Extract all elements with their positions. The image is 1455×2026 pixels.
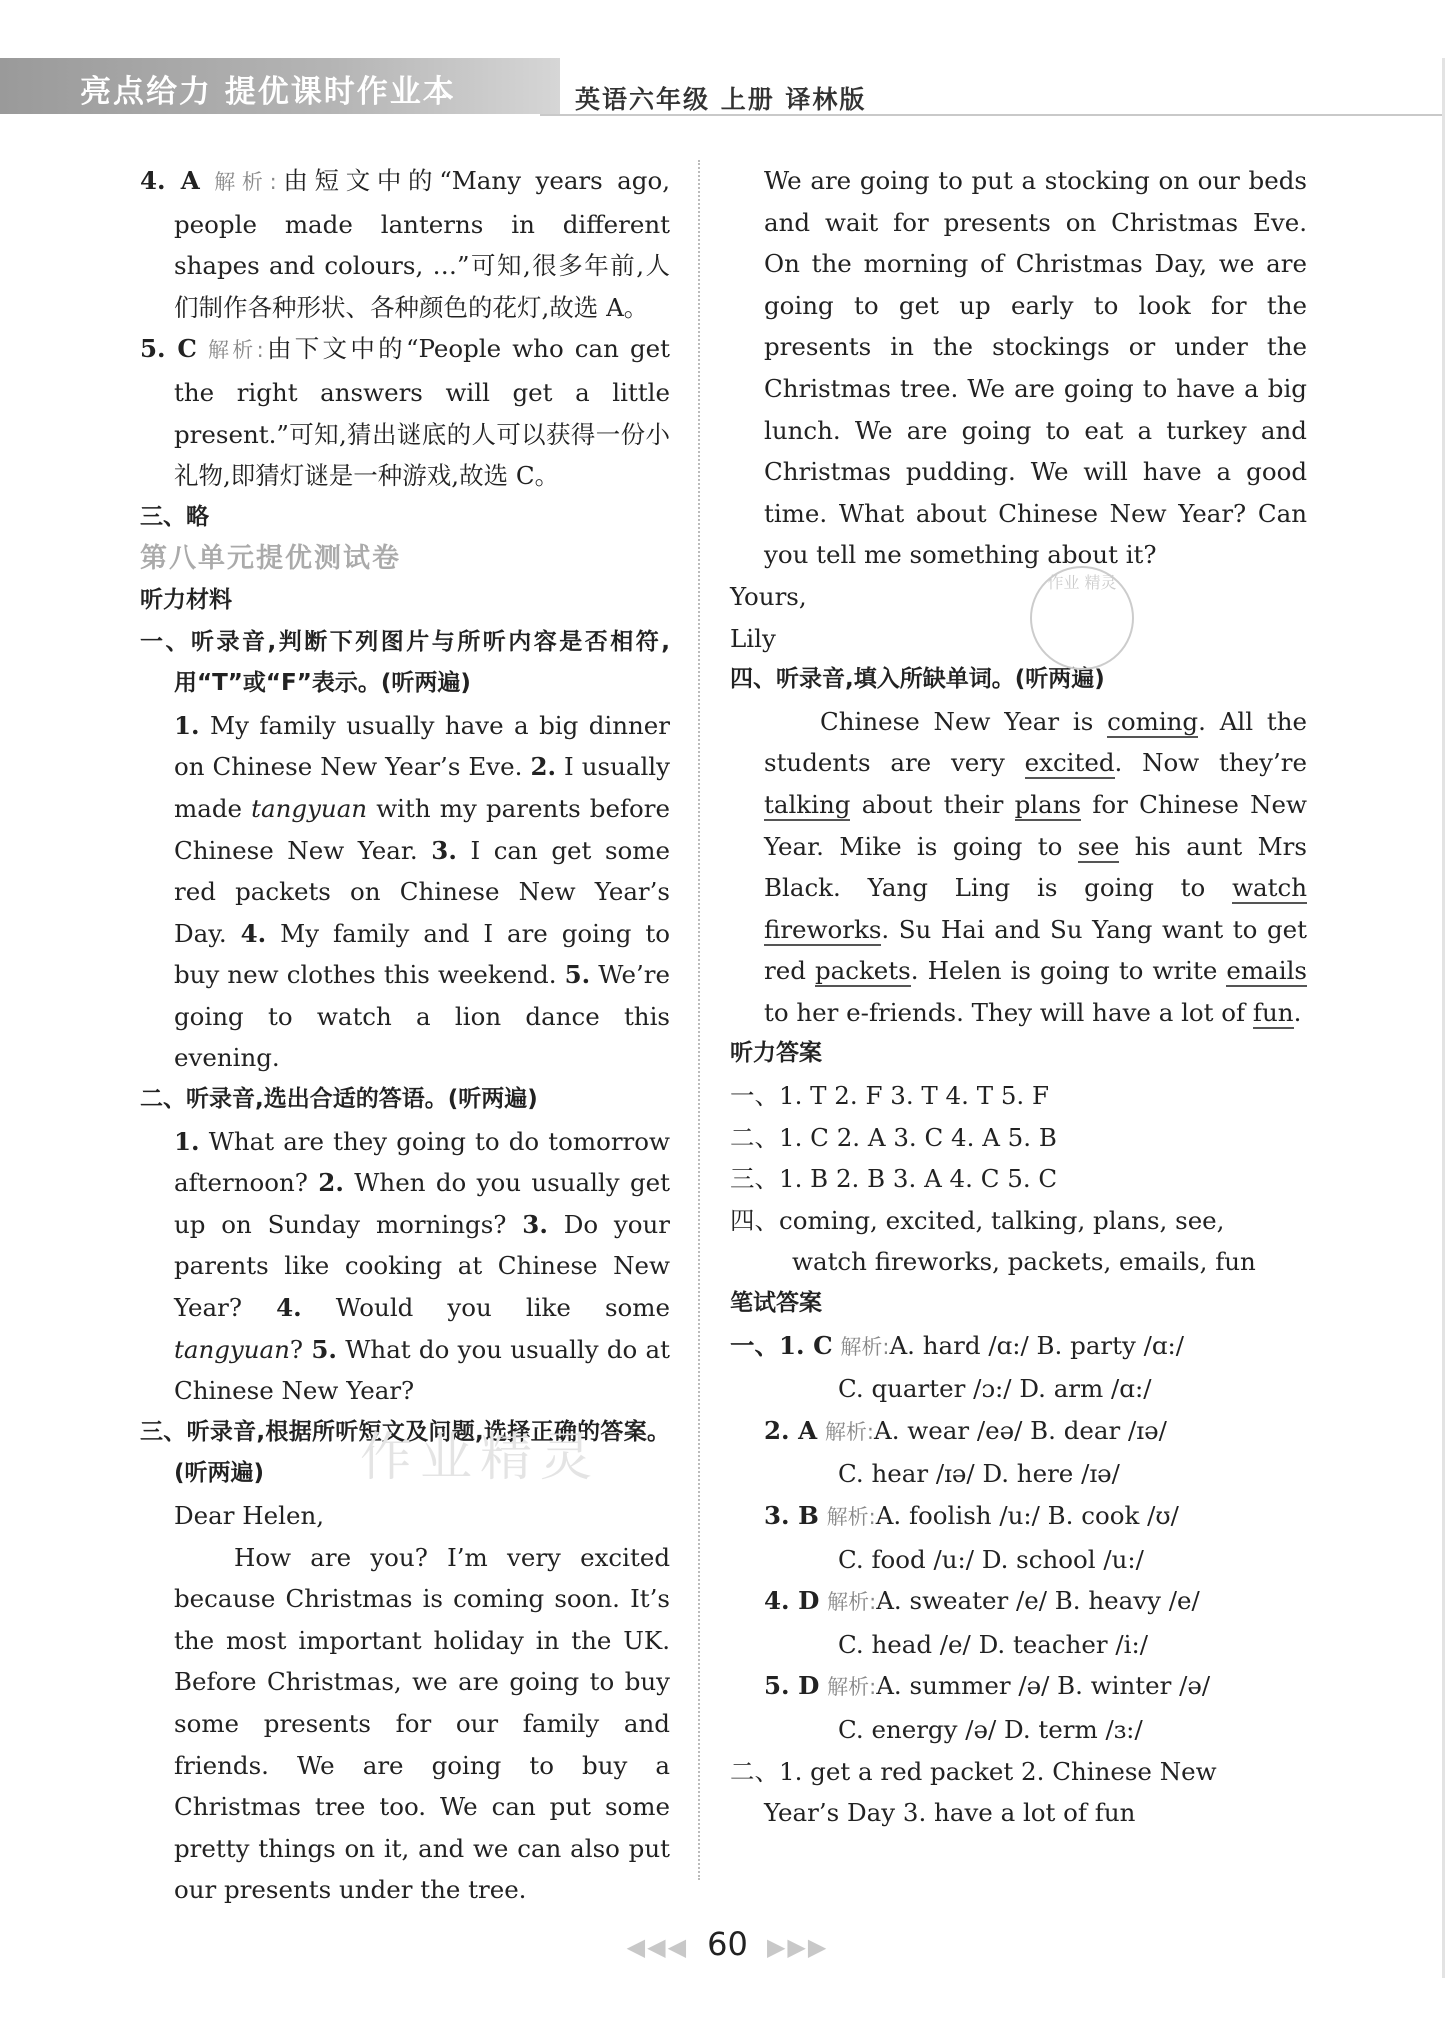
written-answer-2-cont: C. hear /ɪə/ D. here /ɪə/	[838, 1459, 1120, 1489]
prev-arrows-icon: ◀◀◀	[626, 1933, 689, 1961]
next-arrows-icon: ▶▶▶	[766, 1933, 829, 1961]
series-title: 亮点给力 提优课时作业本	[80, 74, 456, 110]
written-answer-3-cont: C. food /u:/ D. school /u:/	[838, 1544, 1144, 1574]
column-divider	[698, 160, 701, 1880]
page-footer	[0, 1925, 1455, 1963]
page-number: 60	[707, 1925, 748, 1963]
left-column	[140, 160, 670, 1911]
watermark-stamp: 作业 精灵	[1030, 566, 1134, 670]
written-answer-4-cont: C. head /e/ D. teacher /i:/	[838, 1629, 1148, 1659]
listening-answers-2: 二、1. C 2. A 3. C 4. A 5. B	[730, 1122, 1057, 1152]
book-title: 英语六年级 上册 译林版	[575, 85, 867, 114]
section-2-script: 1. What are they going to do tomorrow afternoon? 2. When do you usually get up on Sunday mornings? 3. Do your parents like cooking at Chinese New Year? 4. Would you like some tangyuan? 5. What do you usually do at Chinese New Year?	[174, 1126, 671, 1406]
listening-material-heading: 听力材料	[140, 586, 232, 613]
listening-answers-heading: 听力答案	[730, 1040, 822, 1067]
written-answers-heading: 笔试答案	[730, 1290, 822, 1317]
written-answer-5-cont: C. energy /ə/ D. term /ɜ:/	[838, 1714, 1143, 1744]
section-4-title: 四、听录音,填入所缺单词。(听两遍)	[730, 666, 1105, 693]
listening-answers-4a: 四、coming, excited, talking, plans, see,	[730, 1205, 1225, 1235]
listening-answers-3: 三、1. B 2. B 3. A 4. C 5. C	[730, 1164, 1058, 1194]
header-divider	[540, 114, 1445, 116]
letter-greeting: Dear Helen,	[174, 1501, 325, 1530]
page-edge	[1442, 58, 1445, 1978]
fill-in-passage: Chinese New Year is coming. All the students are very excited. Now they’re talking about their plans for Chinese New Year. Mike is going to see his aunt Mrs Black. Yang Ling is going to watch fireworks. Su Hai and Su Yang want to get red packets. Helen is going to write emails to her e-friends. They will have a lot of fun.	[764, 706, 1308, 1027]
letter-closing: Yours,	[730, 581, 807, 611]
written-answer-3: 3. B 解析:A. foolish /u:/ B. cook /ʊ/	[764, 1501, 1179, 1530]
listening-answers-1: 一、1. T 2. F 3. T 4. T 5. F	[730, 1081, 1049, 1111]
letter-paragraph-1: How are you? I’m very excited because Christmas is coming soon. It’s the most important holiday in the UK. Before Christmas, we are going to buy some presents for our family and friends. We are going to buy a Christmas tree too. We can put some pretty things on it, and we can also put our presents under the tree.	[174, 1542, 670, 1905]
letter-signature: Lily	[730, 623, 776, 653]
written-answer-1: 一、1. C 解析:A. hard /ɑ:/ B. party /ɑ:/	[730, 1330, 1185, 1360]
unit-title: 第八单元提优测试卷	[140, 543, 401, 575]
section-1-title: 一、听录音,判断下列图片与所听内容是否相符,用“T”或“F”表示。(听两遍)	[140, 628, 670, 697]
section-1-script: 1. My family usually have a big dinner on Chinese New Year’s Eve. 2. I usually made tangyuan with my parents before Chinese New Year. 3. I can get some red packets on Chinese New Year’s Day. 4. My family and I are going to buy new clothes this weekend. 5. We’re going to watch a lion dance this evening.	[174, 710, 671, 1073]
written-answer-2: 2. A 解析:A. wear /eə/ B. dear /ɪə/	[764, 1415, 1167, 1445]
answer-4: 4. A 解析:由短文中的“Many years ago, people made lanterns in different shapes and colours, …”可知,很多年前,人们制作各种形状、各种颜色的花灯,故选 A。	[140, 166, 671, 322]
written-part-2: 二、1. get a red packet 2. Chinese New	[730, 1756, 1217, 1786]
written-answer-1-cont: C. quarter /ɔ:/ D. arm /ɑ:/	[838, 1374, 1152, 1404]
written-part-2-cont: Year’s Day 3. have a lot of fun	[764, 1798, 1136, 1828]
written-answer-5: 5. D 解析:A. summer /ə/ B. winter /ə/	[764, 1671, 1211, 1701]
written-answer-4: 4. D 解析:A. sweater /e/ B. heavy /e/	[764, 1586, 1200, 1616]
section-2-title: 二、听录音,选出合适的答语。(听两遍)	[140, 1086, 538, 1113]
section-3-title: 三、听录音,根据所听短文及问题,选择正确的答案。(听两遍)	[140, 1418, 670, 1487]
answer-5: 5. C 解析:由下文中的“People who can get the right answers will get a little present.”可知,猜出谜底的人可以获得一份小礼物,即猜灯谜是一种游戏,故选 C。	[140, 334, 670, 491]
letter-paragraph-2: We are going to put a stocking on our beds and wait for presents on Christmas Eve. On the morning of Christmas Day, we are going to get up early to look for the presents in the stockings or under the Christmas tree. We are going to have a big lunch. We are going to eat a turkey and Christmas pudding. We will have a good time. What about Chinese New Year? Can you tell me something about it?	[764, 166, 1307, 570]
right-column	[730, 160, 1307, 1834]
listening-answers-4b: watch fireworks, packets, emails, fun	[792, 1247, 1256, 1277]
watermark-text: 作业精灵	[360, 1428, 601, 1488]
section-3-omit: 三、略	[140, 503, 209, 530]
